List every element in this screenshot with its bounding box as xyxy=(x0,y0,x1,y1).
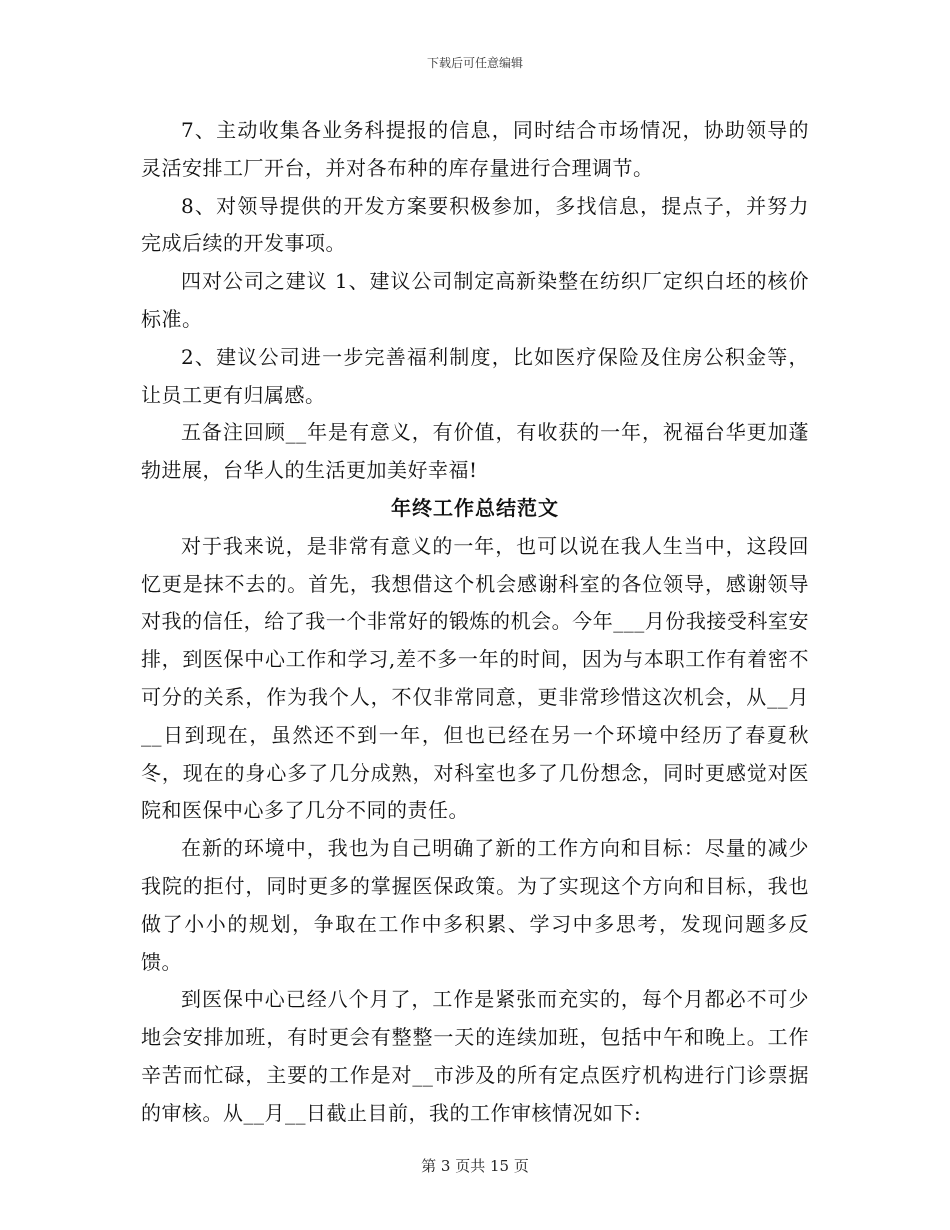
paragraph-goals: 在新的环境中，我也为自己明确了新的工作方向和目标：尽量的减少我院的拒付，同时更多的掌握医保政策。为了实现这个方向和目标，我也做了小小的规划，争取在工作中多积累、学习中多思考，发现问题多反馈。 xyxy=(141,836,809,974)
paragraph-item-8: 8、对领导提供的开发方案要积极参加，多找信息，提点子，并努力完成后续的开发事项。 xyxy=(141,193,809,256)
paragraph-remarks: 五备注回顾__年是有意义，有价值，有收获的一年，祝福台华更加蓬勃进展，台华人的生活更加美好幸福! xyxy=(141,420,809,483)
paragraph-suggestion-1: 四对公司之建议 1、建议公司制定高新染整在纺织厂定织白坯的核价标准。 xyxy=(141,269,809,331)
paragraph-intro: 对于我来说，是非常有意义的一年，也可以说在我人生当中，这段回忆更是抹不去的。首先，我想借这个机会感谢科室的各位领导，感谢领导对我的信任，给了我一个非常好的锻炼的机会。今年___月份我接受科室安排，到医保中心工作和学习,差不多一年的时间，因为与本职工作有着密不可分的关系，作为我个人，不仅非常同意，更非常珍惜这次机会，从__月__日到现在，虽然还不到一年，但也已经在另一个环境中经历了春夏秋冬，现在的身心多了几分成熟，对科室也多了几份想念，同时更感觉对医院和医保中心多了几分不同的责任。 xyxy=(141,533,809,823)
page-footer: 第 3 页共 15 页 xyxy=(421,1157,529,1175)
paragraph-work: 到医保中心已经八个月了，工作是紧张而充实的，每个月都必不可少地会安排加班，有时更会有整整一天的连续加班，包括中午和晚上。工作辛苦而忙碌，主要的工作是对__市涉及的所有定点医疗机构进行门诊票据的审核。从__月__日截止目前，我的工作审核情况如下: xyxy=(141,987,809,1125)
section-title: 年终工作总结范文 xyxy=(391,495,559,520)
paragraph-item-7: 7、主动收集各业务科提报的信息，同时结合市场情况，协助领导的灵活安排工厂开台，并对各布种的库存量进行合理调节。 xyxy=(141,118,809,180)
page-header: 下载后可任意编辑 xyxy=(426,56,523,70)
paragraph-suggestion-2: 2、建议公司进一步完善福利制度，比如医疗保险及住房公积金等，让员工更有归属感。 xyxy=(141,344,809,407)
document-body xyxy=(141,112,809,1133)
